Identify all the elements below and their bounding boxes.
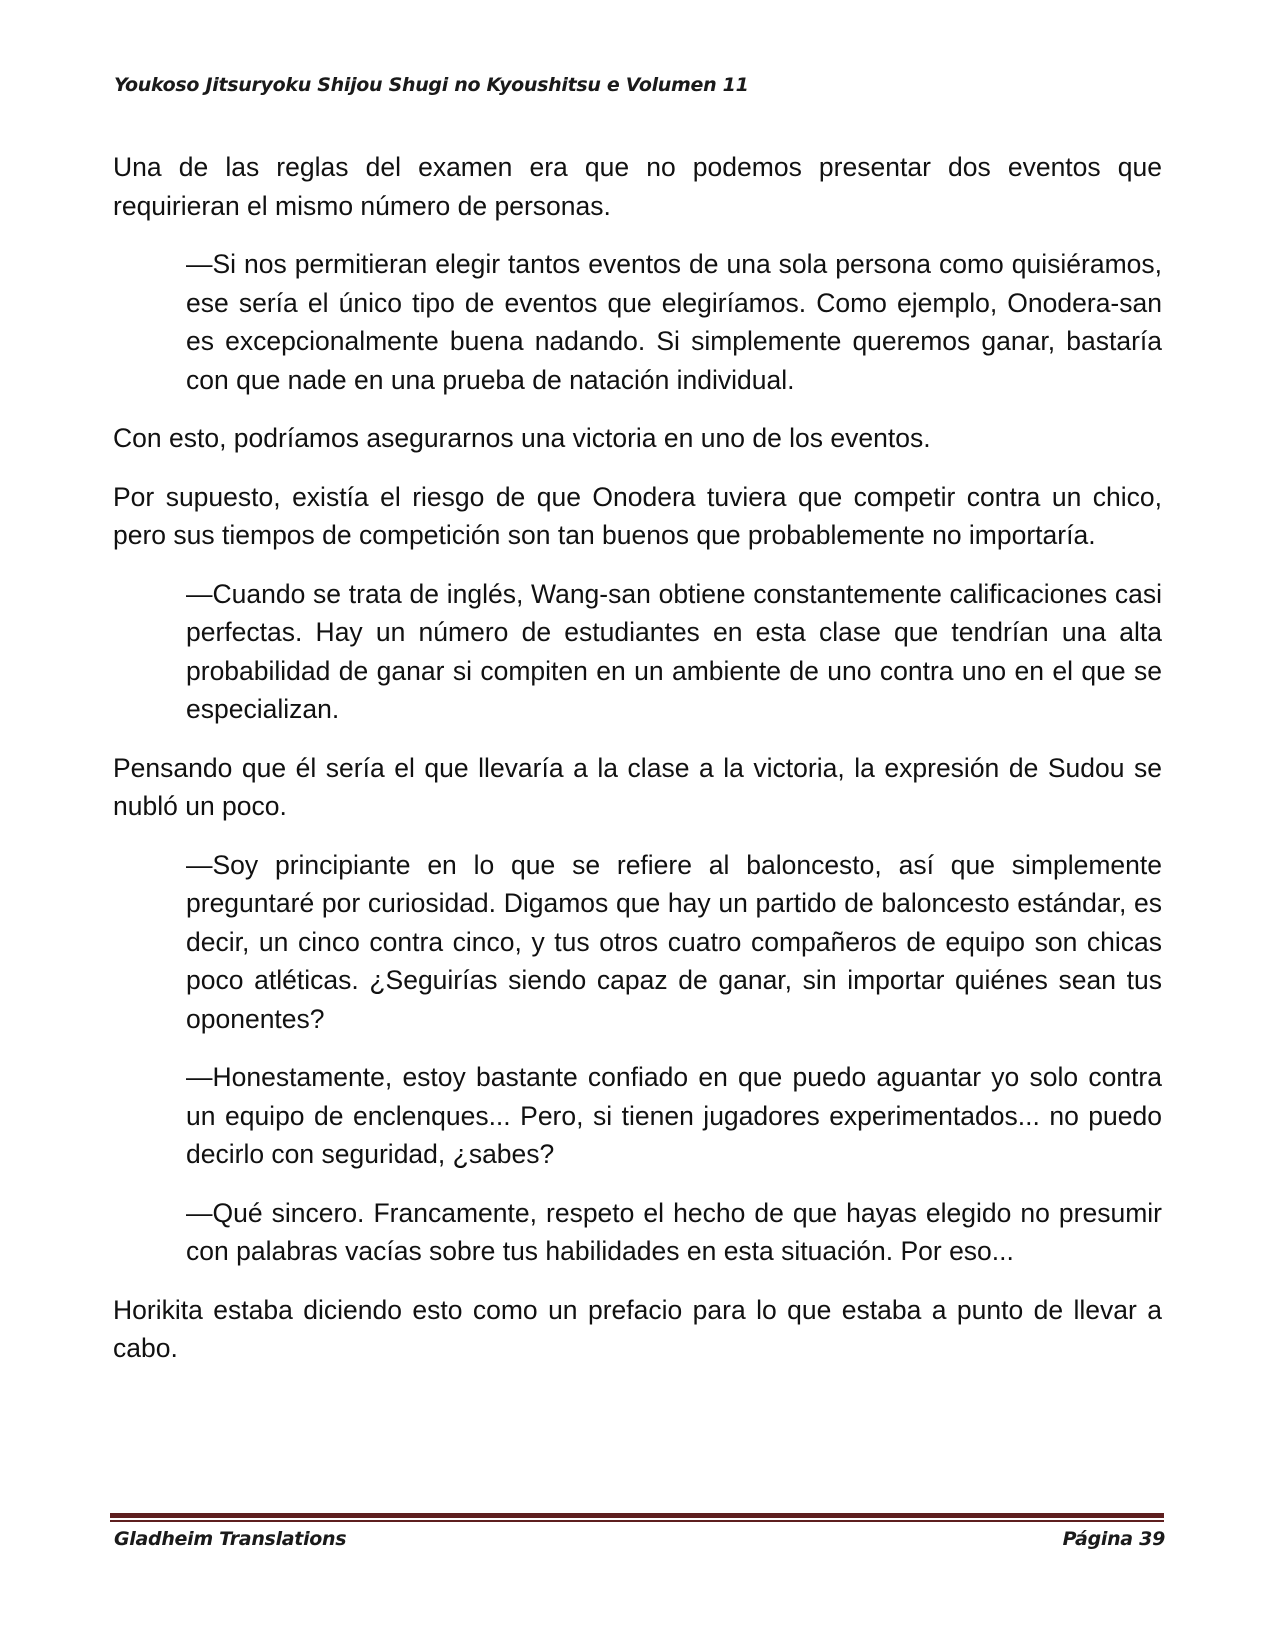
- paragraph-dialogue: —Soy principiante en lo que se refiere al baloncesto, así que simplemente preguntaré por curiosidad. Digamos que hay un partido de baloncesto estándar, es decir, un cinco contra cinco, y tus otros cuatro compañeros de equipo son chicas poco atléticas. ¿Seguirías siendo capaz de ganar, sin importar quiénes sean tus oponentes?: [186, 849, 1162, 1034]
- paragraph-narration: Una de las reglas del examen era que no podemos presentar dos eventos que requirieran el mismo número de personas.: [113, 152, 1162, 221]
- page-body: [113, 148, 1162, 1388]
- paragraph-narration: Con esto, podríamos asegurarnos una victoria en uno de los eventos.: [113, 423, 931, 453]
- footer-page-number: Página 39: [1062, 1528, 1165, 1550]
- paragraph-narration: Horikita estaba diciendo esto como un prefacio para lo que estaba a punto de llevar a cabo.: [113, 1294, 1162, 1363]
- paragraph-dialogue: —Cuando se trata de inglés, Wang-san obtiene constantemente calificaciones casi perfectas. Hay un número de estudiantes en esta clase que tendrían una alta probabilidad de ganar si compiten en un ambiente de uno contra uno en el que se especializan.: [186, 578, 1162, 724]
- running-header: Youkoso Jitsuryoku Shijou Shugi no Kyoushitsu e Volumen 11: [114, 74, 749, 96]
- paragraph-dialogue: —Si nos permitieran elegir tantos eventos de una sola persona como quisiéramos, ese sería el único tipo de eventos que elegiríamos. Como ejemplo, Onodera-san es excepcionalmente buena nadando. Si simplemente queremos ganar, bastaría con que nade en una prueba de natación individual.: [186, 249, 1162, 395]
- paragraph-dialogue: —Qué sincero. Francamente, respeto el hecho de que hayas elegido no presumir con palabras vacías sobre tus habilidades en esta situación. Por eso...: [186, 1197, 1162, 1266]
- paragraph-narration: Pensando que él sería el que llevaría a la clase a la victoria, la expresión de Sudou se nubló un poco.: [113, 752, 1162, 821]
- footer-publisher: Gladheim Translations: [114, 1528, 347, 1550]
- paragraph-narration: Por supuesto, existía el riesgo de que Onodera tuviera que competir contra un chico, pero sus tiempos de competición son tan buenos que probablemente no importaría.: [113, 481, 1162, 550]
- footer-divider: [110, 1513, 1164, 1523]
- paragraph-dialogue: —Honestamente, estoy bastante confiado en que puedo aguantar yo solo contra un equipo de enclenques... Pero, si tienen jugadores experimentados... no puedo decirlo con seguridad, ¿sabes?: [186, 1062, 1162, 1169]
